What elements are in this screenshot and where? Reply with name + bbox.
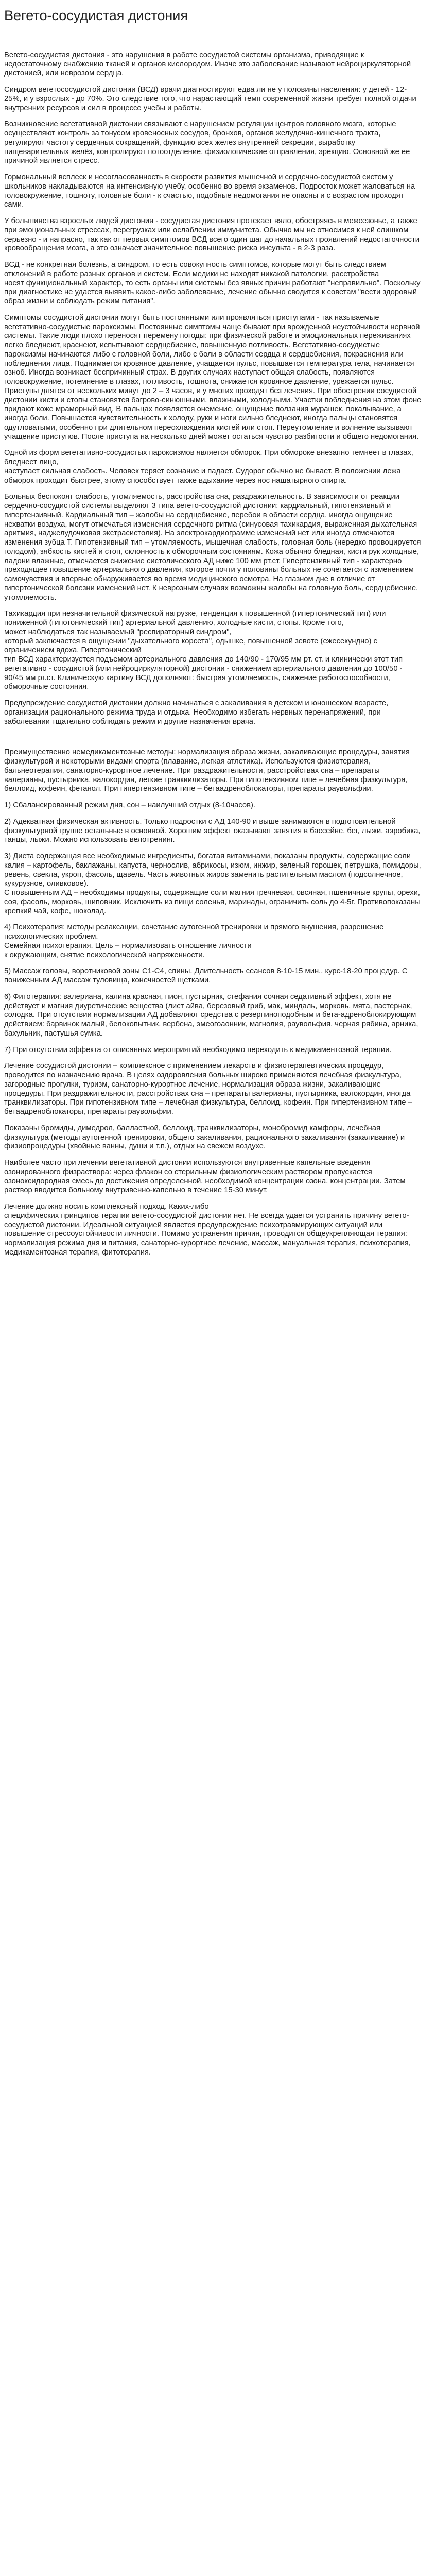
paragraph-spacer	[4, 37, 422, 51]
paragraph: 6) Фитотерапия: валериана, калина красная, пион, пустырник, стефания сочная седативный эффект, хотя не действует и магния диуретические вещества (лист айва, березовый гриб, мак, миндаль, морковь, мята, пастернак, солодка. При отсутствии нормализации АД добавляют средства с резерпиноподобным и бета-адреноблокирующим действием: барвинок малый, белокопытник, вербена, эмеогоаонник, магнолия, раувольфия, черная рябина, арника, бахульник, пастушья сумка.	[4, 992, 418, 1038]
page	[0, 0, 436, 1285]
paragraph: Возникновение вегетативной дистонии связывают с нарушением регуляции центров головного мозга, которые осуществляют контроль за тонусом кровеносных сосудов, бронхов, органов желудочно-кишечного тракта, регулируют частоту сердечных сокращений, функцию всех желез внутренней секреции, выработку пищеварительных желёз, контролируют потоотделение, физиологические отправления, эрекцию. Основной же ее причиной является стресс.	[4, 120, 410, 165]
paragraph: 1) Сбалансированный режим дня, сон – наилучший отдых (8-10часов).	[4, 801, 256, 809]
paragraph: Преимущественно немедикаментозные методы: нормализация образа жизни, закаливающие процедуры, занятия физкультурой и некоторыми видами спорта (плавание, легкая атлетика). Используются физиотерапия, бальнеотерапия, санаторно-курортное лечение. При раздражительности, расстройствах сна – препараты валерианы, пустырника, валокордин, легкие транквилизаторы. При гипотензивном типе – лечебная физкультура, беллоид, кофеин, фетанол. При гипертензивном типе – бетаадреноблокаторы, препараты раувольфии.	[4, 748, 410, 793]
paragraph: Предупреждение сосудистой дистонии должно начинаться с закаливания в детском и юношеском возрасте, организации рационального режима труда и отдыха. Необходимо избегать нервных перенапряжений, при заболевании тщательно соблюдать режим и другие назначения врача.	[4, 699, 389, 726]
paragraph: Показаны бромиды, димедрол, балластной, беллоид, транквилизаторы, монобромид камфоры, лечебная физкультура (методы аутогенной тренировки, общего закаливания, рационального закаливания (закаливание) и физиопроцедуры (хвойные ванны, души и т.п.), отдых на свежем воздухе.	[4, 1124, 405, 1151]
paragraph: 7) При отсутствии эффекта от описанных мероприятий необходимо переходить к медикаментозной терапии.	[4, 1045, 392, 1054]
paragraph: Синдром вегетососудистой дистонии (ВСД) врачи диагностируют едва ли не у половины населения: у детей - 12-25%, и у взрослых - до 70%. Это следствие того, что нарастающий темп современной жизни требует полной отдачи внутренних ресурсов и сил в процессе учебы и работы.	[4, 86, 416, 112]
paragraph: Наиболее часто при лечении вегетативной дистонии используются внутривенные капельные введения озонированного физраствора: через флакон со стерильным физиологическим раствором пропускается озоноксидородная смесь до достижения определенной, необходимой концентрации озона, концентрации. Затем раствор вводится больному внутривенно-капельно в течение 15-30 минут.	[4, 1159, 406, 1195]
paragraph: Больных беспокоят слабость, утомляемость, расстройства сна, раздражительность. В зависимости от реакции сердечно-сосудистой системы выделяют 3 типа вегето-сосудистой дистонии: кардиальный, гипотензивный и гипертензивный. Кардиальный тип – жалобы на сердцебиение, перебои в области сердца, иногда ощущение нехватки воздуха, могут отмечаться изменения сердечного ритма (синусовая тахикардия, выраженная дыхательная аритмия, наджелудочковая экстрасистолия). На электрокардиограмме изменений нет или иногда отмечаются изменения зубца Т. Гипотензивный тип – утомляемость, мышечная слабость, головная боль (нередко провоцируется голодом), зябкость кистей и стоп, склонность к обморочным состояниям. Кожа обычно бледная, кисти рук холодные, ладони влажные, отмечается снижение систолического АД ниже 100 мм рт.ст. Гипертензивный тип - характерно преходящее повышение артериального давления, которое почти у половины больных не сочетается с изменением самочувствия и впервые обнаруживается во время медицинского осмотра. На глазном дне в отличие от гипертонической болезни изменений нет. К неврозным случаях возможны жалобы на головную боль, сердцебиение, утомляемость.	[4, 493, 421, 602]
paragraph: Гормональный всплеск и несогласованность в скорости развития мышечной и сердечно-сосудистой систем у школьников накладываются на интенсивную учебу, особенно во время экзаменов. Подросток может жаловаться на головокружение, тошноту, головные боли - к счастью, подобные недомогания не опасны и с возрастом проходят сами.	[4, 173, 415, 209]
paragraph: Лечение сосудистой дистонии – комплексное с применением лекарств и физиотерапевтических процедур, проводится по назначению врача. В целях оздоровления больных широко применяются лечебная физкультура, загородные прогулки, туризм, санаторно-курортное лечение, нормализация образа жизни, закаливающие процедуры. При раздражительности, расстройствах сна – препараты валерианы, пустырника, валокордин, иногда транквилизаторы. При гипотензивном типе – лечебная физкультура, беллоид, кофеин. При гипертензивном типе – бетаадреноблокаторы, препараты раувольфии.	[4, 1062, 412, 1116]
paragraph: 3) Диета содержащая все необходимые ингредиенты, богатая витаминами, показаны продукты, содержащие соли калия – картофель, баклажаны, капуста, чернослив, абрикосы, изюм, инжир, зеленый горошек, петрушка, помидоры, ревень, свекла, укроп, фасоль, щавель. Часть животных жиров заменить растительным маслом (подсолнечное, кукурузное, оливковое). С повышенным АД – необходимы продукты, содержащие соли магния гречневая, овсяная, пшеничные крупы, орехи, соя, фасоль, морковь, шиповник. Исключить из пищи соленья, маринады, ограничить соль до 4-5г. Противопоказаны крепкий чай, кофе, шоколад.	[4, 852, 421, 916]
paragraph: Симптомы сосудистой дистонии могут быть постоянными или проявляться приступами - так называемые вегетативно-сосудистые пароксизмы. Постоянные симптомы чаще бывают при врожденной неустойчивости нервной системы. Такие люди плохо переносят перемену погоды: при физической работе и эмоциональных переживаниях легко бледнеют, краснеют, испытывают сердцебиение, повышенную потливость. Вегетативно-сосудистые пароксизмы начинаются либо с головной боли, либо с боли в области сердца и сердцебиения, покраснения или побледнения лица. Поднимается кровяное давление, учащается пульс, повышается температура тела, начинается озноб. Иногда возникает беспричинный страх. В других случаях наступает общая слабость, появляются головокружение, потемнение в глазах, потливость, тошнота, снижается кровяное давление, урежается пульс. Приступы длятся от нескольких минут до 2 – 3 часов, и у многих проходят без лечения. При обострении сосудистой дистонии кисти и стопы становятся багрово-синюшными, влажными, холодными. Участки побледнения на этом фоне придают коже мраморный вид. В пальцах появляется онемение, ощущение ползания мурашек, покалывание, а иногда боли. Повышается чувствительность к холоду, руки и ноги сильно бледнеют, иногда пальцы становятся одутловатыми, особенно при длительном переохлаждении кистей или стоп. Переутомление и волнение вызывают учащение приступов. После приступа на несколько дней может остаться чувство разбитости и общего недомогания.	[4, 313, 422, 441]
paragraph: Вегето-сосудистая дистония - это нарушения в работе сосудистой системы организма, приводящие к недостаточному снабжению тканей и органов кислородом. Иначе это заболевание называют нейроциркуляторной дистонией, или неврозом сердца.	[4, 50, 411, 78]
paragraph: Одной из форм вегетативно-сосудистых пароксизмов является обморок. При обмороке внезапно темнеет в глазах, бледнеет лицо, наступает сильная слабость. Человек теряет сознание и падает. Судорог обычно не бывает. В положении лежа обморок проходит быстрее, этому способствует также вдыхание через нос нашатырного спирта.	[4, 449, 413, 485]
article-body	[4, 37, 422, 1258]
paragraph: 5) Массаж головы, воротниковой зоны С1-С4, спины. Длительность сеансов 8-10-15 мин., курс-18-20 процедур. С пониженным АД массаж туловища, конечностей щетками.	[4, 967, 408, 985]
paragraph-spacer	[4, 734, 422, 748]
paragraph: Тахикардия при незначительной физической нагрузке, тенденция к повышенной (гипертонический тип) или пониженной (гипотонический тип) артериальной давлению, холодные кисти, стопы. Кроме того, может наблюдаться так называемый "респираторный синдром", который заключается в ощущении "дыхательного корсета", одышке, повышенной зевоте (ежесекундно) с ограничением вдоха. Гипертонический тип ВСД характеризуется подъемом артериального давления до 140/90 - 170/95 мм рт. ст. и клинически этот тип вегетативно - сосудистой (или нейроциркуляторной) дистонии - снижением артериального давления до 100/50 - 90/45 мм рт.ст. Клиническую картину ВСД дополняют: быстрая утомляемость, снижение работоспособности, обморочные состояния.	[4, 609, 403, 691]
paragraph: 4) Психотерапия: методы релаксации, сочетание аутогенной тренировки и прямого внушения, разрешение психологических проблем. Семейная психотерапия. Цель – нормализовать отношение личности к окружающим, снятие психологической напряженности.	[4, 923, 384, 959]
page-title: Вегето-сосудистая дистония	[4, 8, 188, 23]
paragraph: У большинства взрослых людей дистония - сосудистая дистония протекает вяло, обостряясь в межсезонье, а также при эмоциональных стрессах, перегрузках или ослаблении иммунитета. Обычно мы не относимся к ней слишком серьезно - и напрасно, так как от первых симптомов ВСД всего один шаг до начальных проявлений недостаточности кровообращения мозга, а это означает значительное повышение риска инсульта - в 2-3 раза.	[4, 217, 420, 253]
paragraph: Лечение должно носить комплексный подход. Каких-либо специфических принципов терапии вегето-сосудистой дистонии нет. Не всегда удается устранить причину вегето-сосудистой дистонии. Идеальной ситуацией является предупреждение психотравмирующих ситуаций или повышение стрессоустойчивости личности. Помимо устранения причин, проводится общеукрепляющая терапия: нормализация режима дня и питания, санаторно-курортное лечение, массаж, мануальная терапия, психотерапия, медикаментозная терапия, фитотерапия.	[4, 1202, 411, 1257]
paragraph: 2) Адекватная физическая активность. Только подростки с АД 140-90 и выше занимаются в подготовительной физкультурной группе остальные в основной. Хорошим эффект оказывают занятия в бассейне, бег, лыжи, аэробика, танцы, лыжи. Можно использовать велотренинг.	[4, 817, 421, 844]
paragraph: ВСД - не конкретная болезнь, а синдром, то есть совокупность симптомов, которые могут быть следствием отклонений в работе разных органов и систем. Если медики не находят никакой патологии, расстройства носят функциональный характер, то есть органы или системы без явных причин работают "неправильно". Поскольку при диагностике не удается выявить какое-либо заболевание, лечение обычно сводится к советам "вести здоровый образ жизни и соблюдать режим питания".	[4, 261, 421, 306]
